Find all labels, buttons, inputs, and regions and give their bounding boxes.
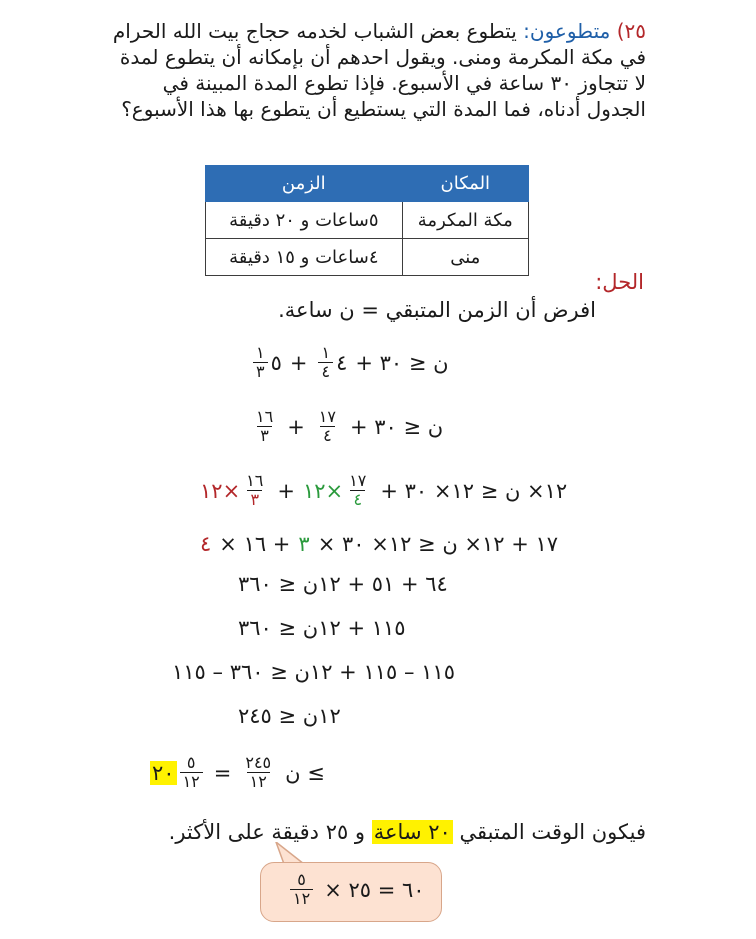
table-cell: ٥ساعات و ٢٠ دقيقة xyxy=(206,202,403,239)
fraction: $\frac{١٧}{٤}$ xyxy=(318,407,336,445)
bubble-equation: $\frac{٥}{١٢}$ × ٦٠ = ٢٥ xyxy=(287,871,425,908)
fraction: $\frac{١٦}{٣}$ xyxy=(256,407,274,445)
equation-step-4: ٤ × ١٦ + ٣ × ١٧ + ١٢× ن ≤ ١٢× ٣٠ xyxy=(200,532,559,556)
fraction: $\frac{١٧}{٤}$ xyxy=(349,471,367,509)
equation-step-3: ١٢× $\frac{١٦}{٣}$ + ١٢× $\frac{١٧}{٤}$ + ١٢× ن ≤ ١٢× ٣٠ xyxy=(200,471,568,509)
fraction: $\frac{٢٤٥}{١٢}$ xyxy=(245,753,272,791)
problem-text: يتطوع بعض الشباب لخدمه حجاج بيت الله الحرام في مكة المكرمة ومنى. ويقول احدهم أن بإمكانه أن يتطوع لمدة لا تتجاوز ٣٠ ساعة في الأسبوع. فإذا تطوع المدة المبينة في الجدول أدناه، فما المدة التي يستطيع أن يتطوع بها هذا الأسبوع؟ xyxy=(112,19,646,121)
table-row xyxy=(206,202,529,239)
table-cell: ٤ساعات و ١٥ دقيقة xyxy=(206,239,403,276)
highlighted-whole: ٢٠ xyxy=(152,760,175,785)
assumption-text: افرض أن الزمن المتبقي = ن ساعة. xyxy=(278,298,596,322)
problem-number: ٢٥) xyxy=(616,19,646,43)
equation-step-8: ١٢ن ≤ ٢٤٥ xyxy=(238,704,341,728)
equation-step-2: $\frac{١٦}{٣}$ + $\frac{١٧}{٤}$ + ن ≤ ٣٠ xyxy=(250,408,443,445)
table-header-row xyxy=(206,166,529,202)
problem-paragraph xyxy=(106,18,646,122)
equation-step-7: ١١٥ – ١١٥ + ١٢ن ≤ ٣٦٠ – ١١٥ xyxy=(172,660,455,684)
table-header-place: المكان xyxy=(402,166,528,202)
fraction: $\frac{١}{٤}$ xyxy=(318,344,333,381)
fraction: $\frac{٥}{١٢}$ xyxy=(180,754,203,791)
solution-label: الحل: xyxy=(595,270,644,294)
highlighted-hours: ٢٠ ساعة xyxy=(373,820,451,844)
data-table xyxy=(205,165,529,276)
fraction: $\frac{١٦}{٣}$ xyxy=(246,471,264,509)
table-row xyxy=(206,239,529,276)
table-cell: مكة المكرمة xyxy=(402,202,528,239)
conclusion-text: فيكون الوقت المتبقي ٢٠ ساعة و ٢٥ دقيقة على الأكثر. xyxy=(168,820,646,844)
equation-step-5: ٦٤ + ٥١ + ١٢ن ≤ ٣٦٠ xyxy=(238,572,448,596)
table-header-time: الزمن xyxy=(206,166,403,202)
equation-step-9: ٢٠ $\frac{٥}{١٢}$ = $\frac{٢٤٥}{١٢}$ ن ≤ xyxy=(152,753,325,791)
callout-bubble xyxy=(260,862,442,922)
fraction: $\frac{٥}{١٢}$ xyxy=(290,871,313,908)
problem-topic: متطوعون: xyxy=(523,19,611,43)
equation-step-6: ١١٥ + ١٢ن ≤ ٣٦٠ xyxy=(238,616,406,640)
table-cell: منى xyxy=(402,239,528,276)
fraction: $\frac{١}{٣}$ xyxy=(253,344,268,381)
equation-step-1: $\frac{١}{٣}$ ٥ + $\frac{١}{٤}$ ٤ + ن ≤ ٣٠ xyxy=(250,344,449,381)
